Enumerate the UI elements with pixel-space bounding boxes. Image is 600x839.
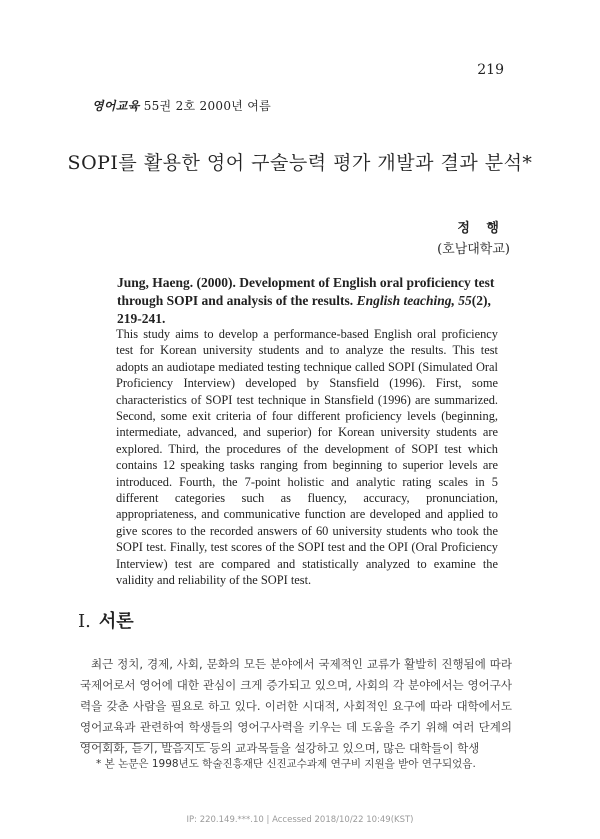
- access-watermark: IP: 220.149.***.10 | Accessed 2018/10/22 10:49(KST): [186, 815, 414, 825]
- journal-name: 영어교육: [92, 99, 140, 113]
- footnote: * 본 논문은 1998년도 학술진흥재단 신진교수과제 연구비 지원을 받아 연구되었음.: [96, 758, 476, 770]
- author-name: 정 행: [457, 221, 505, 236]
- citation-journal: English teaching, 55: [356, 293, 472, 308]
- page-number: 219: [477, 62, 504, 78]
- paper-title: SOPI를 활용한 영어 구술능력 평가 개발과 결과 분석*: [67, 152, 533, 174]
- author-affiliation: (호남대학교): [437, 242, 510, 257]
- abstract: This study aims to develop a performance-based English oral proficiency test for Korean university students and to analyze the results. This test adopts an audiotape mediated testing technique called SOPI (Simulated Oral Proficiency Interview) developed by Stansfield (1996). First, some characteristics of SOPI test technique in Stansfield (1996) are summarized. Second, some exit criteria of four different proficiency levels (beginning, intermediate, advanced, and superior) for Korean university students are explored. Third, the procedures of the development of SOPI test which contains 12 speaking tasks ranging from beginning to superior levels are introduced. Fourth, the 7-point holistic and analytic rating scales in 5 different categories such as fluency, accuracy, pronunciation, appropriateness, and communicative function are developed and applied to give scores to the recorded answers of 60 university students who took the SOPI test. Finally, test scores of the SOPI test and the OPI (Oral Proficiency Interview) test are compared and statistically analyzed to examine the validity and reliability of the SOPI test.: [116, 327, 498, 588]
- section-title: 서론: [98, 611, 134, 632]
- section-heading: [78, 607, 134, 633]
- footnote-divider: [80, 742, 210, 743]
- citation-tail: (2), 219-241.: [117, 293, 491, 326]
- section-number: I.: [78, 611, 91, 632]
- body-paragraph: 최근 정치, 경제, 사회, 문화의 모든 분야에서 국제적인 교류가 활발히 진행됨에 따라 국제어로서 영어에 대한 관심이 크게 증가되고 있으며, 사회의 각 분야에서는 영어구사력을 갖춘 사람을 필요로 하고 있다. 이러한 시대적, 사회적인 요구에 따라 대학에서도 영어교육과 관련하여 학생들의 영어구사력을 키우는 데 도움을 주기 위해 여러 단계의 영어회화, 듣기, 발음지도 등의 교과목들을 설강하고 있으며, 많은 대학들이 학생: [80, 657, 512, 755]
- body-text: [80, 654, 512, 759]
- journal-info: [92, 97, 271, 114]
- journal-issue: 55권 2호 2000년 여름: [139, 99, 272, 113]
- citation: [117, 274, 497, 328]
- citation-main: Jung, Haeng. (2000). Development of English oral proficiency test through SOPI and analysis of the results.: [117, 275, 495, 308]
